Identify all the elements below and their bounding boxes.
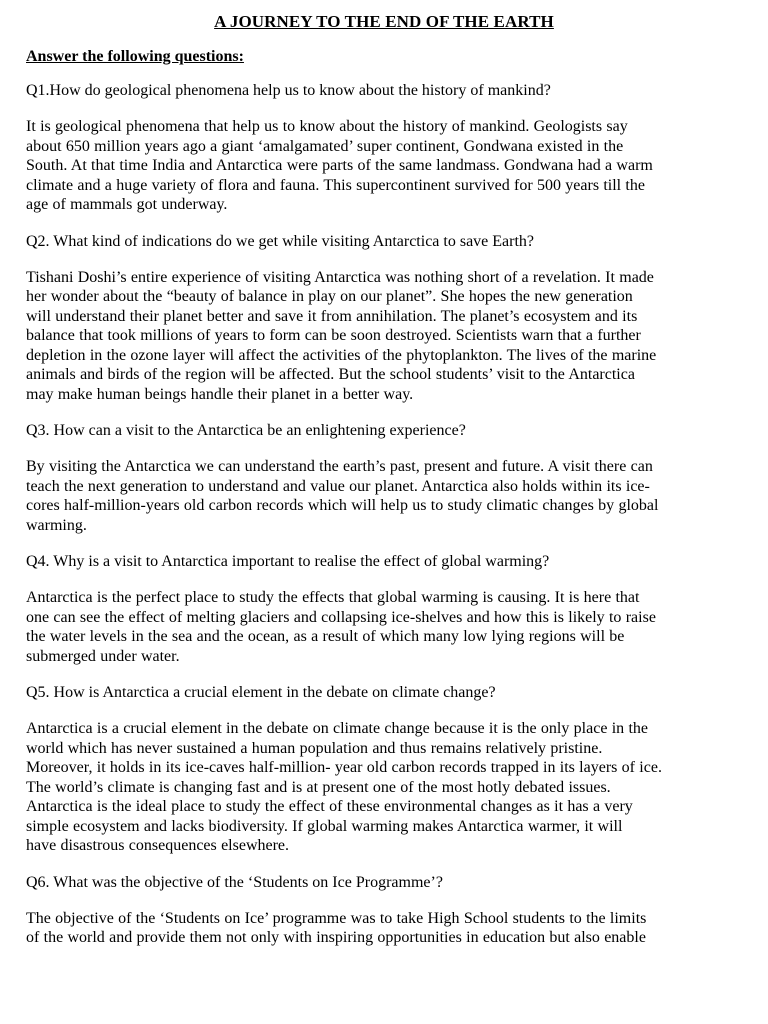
question-3: Q3. How can a visit to the Antarctica be an enlightening experience?: [26, 422, 466, 439]
answer-line: By visiting the Antarctica we can understand the earth’s past, present and future. A visit there can: [26, 458, 653, 475]
answer-line: will understand their planet better and save it from annihilation. The planet’s ecosystem and its: [26, 307, 638, 325]
answer-line: Antarctica is a crucial element in the debate on climate change because it is the only place in the: [26, 720, 649, 737]
answer-line: about 650 million years ago a giant ‘amalgamated’ super continent, Gondwana existed in the: [26, 137, 624, 155]
answer-line: may make human beings handle their planet in a better way.: [26, 385, 414, 403]
answer-line: age of mammals got underway.: [26, 196, 228, 213]
answer-line: the water levels in the sea and the ocean, as a result of which many low lying regions will be: [26, 628, 625, 645]
answer-line: Moreover, it holds in its ice-caves half-million- year old carbon records trapped in its layers of ice.: [26, 759, 662, 776]
answer-line: have disastrous consequences elsewhere.: [26, 837, 290, 854]
question-6: Q6. What was the objective of the ‘Students on Ice Programme’?: [26, 873, 443, 891]
document-title: A JOURNEY TO THE END OF THE EARTH: [214, 12, 554, 31]
answer-line: Antarctica is the ideal place to study the effect of these environmental changes as it has a very: [26, 798, 633, 815]
question-1: Q1.How do geological phenomena help us to know about the history of mankind?: [26, 82, 551, 99]
answer-line: Antarctica is the perfect place to study the effects that global warming is causing. It is here that: [26, 589, 640, 606]
answer-3: [26, 457, 742, 535]
answer-6: [26, 909, 742, 948]
answer-line: her wonder about the “beauty of balance in play on our planet”. She hopes the new generation: [26, 288, 633, 305]
answer-line: climate and a huge variety of flora and fauna. This supercontinent survived for 500 years till the: [26, 176, 645, 194]
answer-line: Tishani Doshi’s entire experience of visiting Antarctica was nothing short of a revelation. It made: [26, 268, 654, 286]
answer-line: warming.: [26, 516, 87, 534]
answer-line: simple ecosystem and lacks biodiversity. If global warming makes Antarctica warmer, it will: [26, 817, 623, 835]
answer-line: balance that took millions of years to form can be soon destroyed. Scientists warn that a further: [26, 327, 641, 344]
question-5: Q5. How is Antarctica a crucial element in the debate on climate change?: [26, 684, 496, 701]
instruction-heading: Answer the following questions:: [26, 48, 244, 65]
answer-line: one can see the effect of melting glaciers and collapsing ice-shelves and how this is likely to raise: [26, 608, 656, 626]
answer-line: submerged under water.: [26, 647, 180, 665]
answer-line: The world’s climate is changing fast and is at present one of the most hotly debated issues.: [26, 778, 611, 796]
answer-line: animals and birds of the region will be affected. But the school students’ visit to the Antarctica: [26, 366, 635, 383]
answer-line: of the world and provide them not only with inspiring opportunities in education but also enable: [26, 929, 646, 946]
answer-line: depletion in the ozone layer will affect the activities of the phytoplankton. The lives of the marine: [26, 346, 657, 364]
document-page: [26, 12, 742, 965]
question-2: Q2. What kind of indications do we get while visiting Antarctica to save Earth?: [26, 232, 535, 250]
answer-line: world which has never sustained a human population and thus remains relatively pristine.: [26, 739, 603, 757]
answer-4: [26, 588, 742, 666]
answer-line: South. At that time India and Antarctica were parts of the same landmass. Gondwana had a warm: [26, 157, 653, 174]
answer-line: The objective of the ‘Students on Ice’ programme was to take High School students to the limits: [26, 909, 647, 927]
question-4: Q4. Why is a visit to Antarctica important to realise the effect of global warming?: [26, 553, 550, 570]
answer-1: [26, 117, 742, 215]
answer-line: teach the next generation to understand and value our planet. Antarctica also holds within its ice-: [26, 477, 650, 495]
answer-2: [26, 268, 742, 405]
answer-line: It is geological phenomena that help us to know about the history of mankind. Geologists say: [26, 118, 628, 135]
answer-line: cores half-million-years old carbon records which will help us to study climatic changes by global: [26, 497, 659, 514]
answer-5: [26, 719, 742, 856]
